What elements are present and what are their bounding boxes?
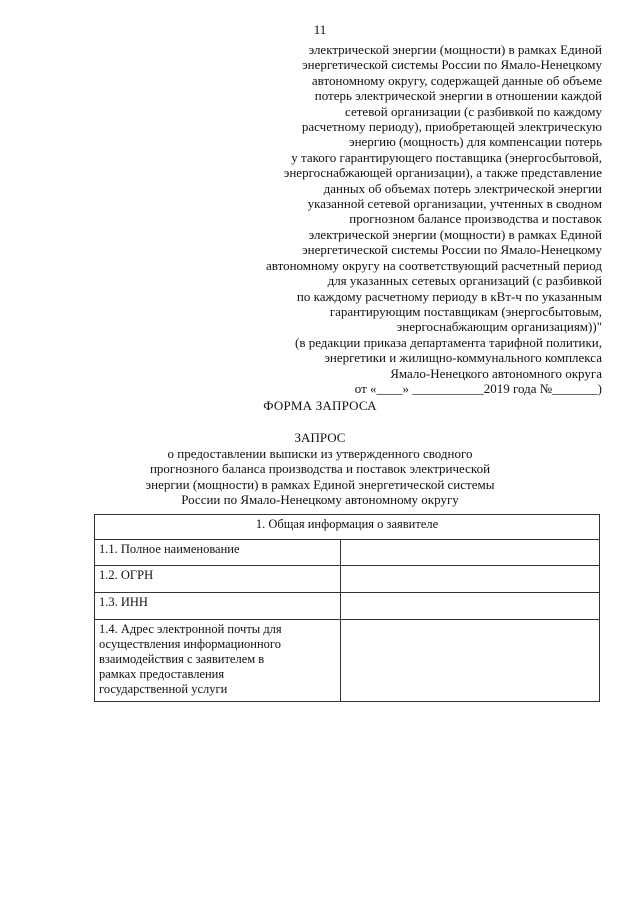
table-header-row xyxy=(95,515,600,540)
request-subtitle-line: России по Ямало-Ненецкому автономному округу xyxy=(181,492,459,508)
row-label-line: государственной услуги xyxy=(99,682,228,696)
header-line: энергоснабжающим организациям))" xyxy=(396,319,602,335)
header-line: сетевой организации (с разбивкой по каждому xyxy=(345,103,602,119)
row-label-inn xyxy=(95,593,341,620)
row-label-line: взаимодействия с заявителем в xyxy=(99,652,265,666)
row-value-ogrn[interactable] xyxy=(341,566,600,593)
row-label-email xyxy=(95,620,341,702)
applicant-info-table xyxy=(94,514,600,702)
header-line: электрической энергии (мощности) в рамках Единой xyxy=(308,42,602,57)
table-row xyxy=(95,620,600,702)
request-subtitle-line: энергии (мощности) в рамках Единой энергетической системы xyxy=(145,476,495,492)
row-label-ogrn xyxy=(95,566,341,593)
row-label-line: 1.4. Адрес электронной почты для xyxy=(99,622,282,636)
header-line: энергетики и жилищно-коммунального комплекса xyxy=(324,350,602,366)
request-subtitle-line: прогнозного баланса производства и поставок электрической xyxy=(149,461,491,477)
table-row xyxy=(95,540,600,566)
section-header: 1. Общая информация о заявителе xyxy=(95,515,600,540)
page-number: 11 xyxy=(313,22,327,37)
form-title: ФОРМА ЗАПРОСА xyxy=(263,398,377,413)
header-line: указанной сетевой организации, учтенных в сводном xyxy=(307,196,602,212)
header-line: энергетической системы России по Ямало-Ненецкому xyxy=(302,57,602,73)
row-label-line: 1.2. ОГРН xyxy=(99,568,154,582)
header-line: автономному округу, содержащей данные об объеме xyxy=(311,72,602,88)
header-line: расчетному периоду), приобретающей электрическую xyxy=(301,119,602,135)
row-label-line: осуществления информационного xyxy=(99,637,281,651)
request-title: ЗАПРОС xyxy=(294,430,346,445)
header-line: (в редакции приказа департамента тарифной политики, xyxy=(294,334,602,350)
row-value-full-name[interactable] xyxy=(341,540,600,566)
table-row xyxy=(95,593,600,620)
row-label-line: 1.1. Полное наименование xyxy=(99,542,240,556)
header-line: потерь электрической энергии в отношении каждой xyxy=(314,88,602,104)
row-label-line: 1.3. ИНН xyxy=(99,595,148,609)
header-line: электрической энергии (мощности) в рамках Единой xyxy=(308,226,602,242)
row-value-inn[interactable] xyxy=(341,593,600,620)
header-line: Ямало-Ненецкого автономного округа xyxy=(390,365,602,381)
header-line: автономному округу на соответствующий расчетный период xyxy=(266,257,602,273)
header-line: от «____» ___________2019 года №_______) xyxy=(354,380,602,396)
header-line: энергию (мощность) для компенсации потерь xyxy=(349,134,602,150)
header-line: энергетической системы России по Ямало-Ненецкому xyxy=(302,242,602,258)
request-subtitle-line: о предоставлении выписки из утвержденного сводного xyxy=(167,446,473,461)
request-subtitle xyxy=(0,446,640,508)
row-label-line: рамках предоставления xyxy=(99,667,225,681)
header-line: прогнозном балансе производства и поставок xyxy=(349,211,602,227)
header-line: гарантирующим поставщикам (энергосбытовым, xyxy=(329,303,602,319)
header-line: данных об объемах потерь электрической энергии xyxy=(323,180,602,196)
row-value-email[interactable] xyxy=(341,620,600,702)
header-line: для указанных сетевых организаций (с разбивкой xyxy=(327,273,602,289)
header-line: по каждому расчетному периоду в кВт-ч по указанным xyxy=(296,288,602,304)
header-line: энергоснабжающей организации), а также представление xyxy=(283,165,602,181)
header-reference-block xyxy=(222,42,602,396)
header-line: у такого гарантирующего поставщика (энергосбытовой, xyxy=(291,149,602,165)
table-row xyxy=(95,566,600,593)
row-label-full-name xyxy=(95,540,341,566)
